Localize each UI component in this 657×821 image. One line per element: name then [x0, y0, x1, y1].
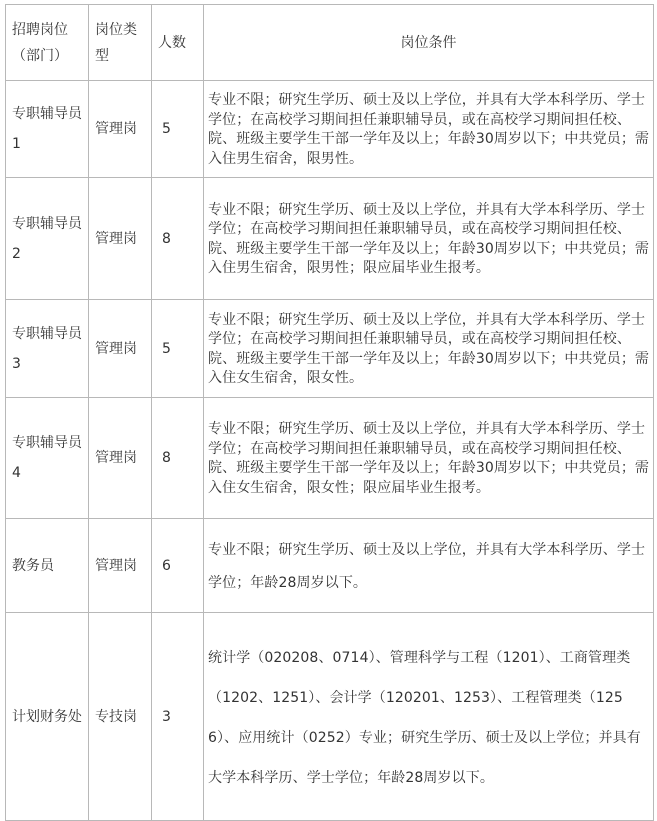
table-row: [6, 398, 654, 519]
row-count: 6: [152, 519, 204, 613]
row-type: 管理岗: [89, 178, 152, 300]
row-conditions: 专业不限；研究生学历、硕士及以上学位，并具有大学本科学历、学士学位；在高校学习期间担任兼职辅导员，或在高校学习期间担任校、院、班级主要学生干部一学年及以上；年龄30周岁以下；中共党员；需入住男生宿舍，限男性；限应届毕业生报考。: [204, 178, 654, 300]
row-type: 管理岗: [89, 300, 152, 398]
row-position: 教务员: [6, 519, 89, 613]
header-type: 岗位类型: [89, 5, 152, 81]
row-count: 5: [152, 81, 204, 178]
row-type: 管理岗: [89, 81, 152, 178]
row-position: 专职辅导员3: [6, 300, 89, 398]
table-row: [6, 519, 654, 613]
table-row: [6, 613, 654, 821]
row-count: 3: [152, 613, 204, 821]
row-count: 8: [152, 398, 204, 519]
header-count: 人数: [152, 5, 204, 81]
row-position: 计划财务处: [6, 613, 89, 821]
row-conditions: 统计学（020208、0714）、管理科学与工程（1201）、工商管理类（1202、1251）、会计学（120201、1253）、工程管理类（1256）、应用统计（0252）专业；研究生学历、硕士及以上学位；并具有大学本科学历、学士学位；年龄28周岁以下。: [204, 613, 654, 821]
row-position: 专职辅导员4: [6, 398, 89, 519]
row-position: 专职辅导员2: [6, 178, 89, 300]
row-conditions: 专业不限；研究生学历、硕士及以上学位，并具有大学本科学历、学士学位；年龄28周岁以下。: [204, 519, 654, 613]
row-conditions: 专业不限；研究生学历、硕士及以上学位，并具有大学本科学历、学士学位；在高校学习期间担任兼职辅导员，或在高校学习期间担任校、院、班级主要学生干部一学年及以上；年龄30周岁以下；中共党员；需入住女生宿舍，限女性；限应届毕业生报考。: [204, 398, 654, 519]
row-type: 管理岗: [89, 519, 152, 613]
row-conditions: 专业不限；研究生学历、硕士及以上学位，并具有大学本科学历、学士学位；在高校学习期间担任兼职辅导员，或在高校学习期间担任校、院、班级主要学生干部一学年及以上；年龄30周岁以下；中共党员；需入住男生宿舍，限男性。: [204, 81, 654, 178]
row-type: 管理岗: [89, 398, 152, 519]
header-position: 招聘岗位（部门）: [6, 5, 89, 81]
row-count: 8: [152, 178, 204, 300]
row-position: 专职辅导员1: [6, 81, 89, 178]
row-conditions: 专业不限；研究生学历、硕士及以上学位，并具有大学本科学历、学士学位；在高校学习期间担任兼职辅导员，或在高校学习期间担任校、院、班级主要学生干部一学年及以上；年龄30周岁以下；中共党员；需入住女生宿舍，限女性。: [204, 300, 654, 398]
table-row: [6, 178, 654, 300]
row-count: 5: [152, 300, 204, 398]
recruitment-table: [5, 4, 654, 821]
table-header-row: [6, 5, 654, 81]
table-row: [6, 300, 654, 398]
header-conditions: 岗位条件: [204, 5, 654, 81]
table-row: [6, 81, 654, 178]
row-type: 专技岗: [89, 613, 152, 821]
